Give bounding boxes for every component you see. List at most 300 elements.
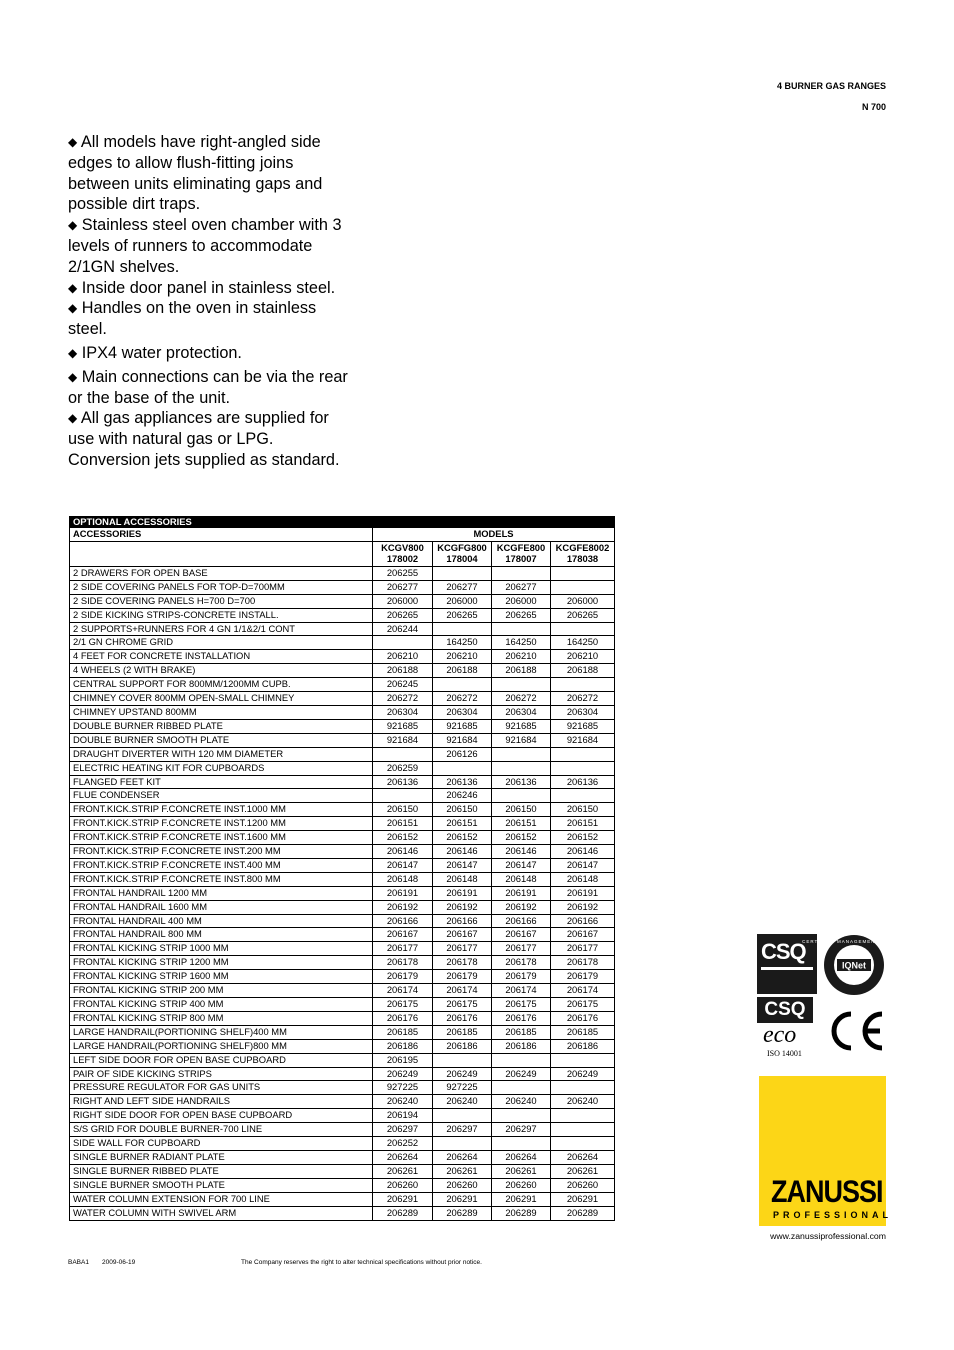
accessory-name: 2 SIDE COVERING PANELS FOR TOP-D=700MM bbox=[70, 580, 373, 594]
feature-list bbox=[68, 132, 348, 471]
brand-logo: ZANUSSI bbox=[771, 1174, 883, 1209]
doc-series: N 700 bbox=[861, 102, 886, 112]
accessory-code bbox=[492, 747, 551, 761]
accessory-name: RIGHT AND LEFT SIDE HANDRAILS bbox=[70, 1095, 373, 1109]
accessory-name: 4 FEET FOR CONCRETE INSTALLATION bbox=[70, 650, 373, 664]
accessory-code: 206289 bbox=[373, 1206, 433, 1220]
accessory-code: 206277 bbox=[373, 580, 433, 594]
table-row bbox=[70, 1067, 615, 1081]
accessory-code: 206245 bbox=[373, 678, 433, 692]
accessory-code: 206192 bbox=[551, 900, 615, 914]
accessory-name: FRONTAL HANDRAIL 800 MM bbox=[70, 928, 373, 942]
accessory-name: ELECTRIC HEATING KIT FOR CUPBOARDS bbox=[70, 761, 373, 775]
accessory-code bbox=[433, 622, 492, 636]
accessory-code: 206304 bbox=[492, 705, 551, 719]
accessory-code: 206148 bbox=[373, 872, 433, 886]
accessory-code: 206264 bbox=[373, 1150, 433, 1164]
accessory-code: 206291 bbox=[373, 1192, 433, 1206]
accessory-code: 927225 bbox=[433, 1081, 492, 1095]
table-row bbox=[70, 1178, 615, 1192]
accessory-code: 206186 bbox=[551, 1039, 615, 1053]
table-row bbox=[70, 886, 615, 900]
accessory-code: 206191 bbox=[433, 886, 492, 900]
feature-item: ◆ Inside door panel in stainless steel. bbox=[68, 278, 336, 297]
accessory-code: 206151 bbox=[433, 817, 492, 831]
accessory-code bbox=[551, 761, 615, 775]
accessory-code: 927225 bbox=[373, 1081, 433, 1095]
accessory-name: PRESSURE REGULATOR FOR GAS UNITS bbox=[70, 1081, 373, 1095]
feature-item: ◆ All models have right-angled side edges to allow flush-fitting joins between units eliminating gaps and possible dirt traps. bbox=[68, 133, 323, 214]
accessory-name: FRONT.KICK.STRIP F.CONCRETE INST.1000 MM bbox=[70, 803, 373, 817]
table-row bbox=[70, 1053, 615, 1067]
accessory-name: DRAUGHT DIVERTER WITH 120 MM DIAMETER bbox=[70, 747, 373, 761]
accessory-code: 206261 bbox=[492, 1164, 551, 1178]
brand-sub: PROFESSIONAL bbox=[773, 1210, 893, 1220]
feature-item: ◆ Handles on the oven in stainless steel. bbox=[68, 299, 317, 339]
accessory-code: 206240 bbox=[492, 1095, 551, 1109]
accessory-code: 164250 bbox=[551, 636, 615, 650]
accessory-code: 206176 bbox=[551, 1011, 615, 1025]
table-row bbox=[70, 984, 615, 998]
accessory-code: 206188 bbox=[373, 664, 433, 678]
accessory-code bbox=[373, 636, 433, 650]
accessory-code: 206136 bbox=[433, 775, 492, 789]
iqnet-logo bbox=[802, 934, 906, 996]
accessory-code: 206178 bbox=[551, 956, 615, 970]
accessory-code: 206291 bbox=[433, 1192, 492, 1206]
accessory-code: 206191 bbox=[492, 886, 551, 900]
accessory-code: 206152 bbox=[551, 831, 615, 845]
accessory-code: 206177 bbox=[373, 942, 433, 956]
accessory-code bbox=[373, 747, 433, 761]
accessory-name: SINGLE BURNER RIBBED PLATE bbox=[70, 1164, 373, 1178]
table-row bbox=[70, 900, 615, 914]
table-row bbox=[70, 858, 615, 872]
table-row bbox=[70, 566, 615, 580]
bullet-icon: ◆ bbox=[68, 411, 78, 426]
accessory-code: 206166 bbox=[373, 914, 433, 928]
feature-item: ◆ Stainless steel oven chamber with 3 levels of runners to accommodate 2/1GN shelves. bbox=[68, 216, 342, 276]
accessory-name: FRONTAL KICKING STRIP 200 MM bbox=[70, 984, 373, 998]
accessory-code: 206174 bbox=[373, 984, 433, 998]
accessory-code: 206188 bbox=[551, 664, 615, 678]
accessory-code: 206146 bbox=[373, 845, 433, 859]
accessory-name: FRONT.KICK.STRIP F.CONCRETE INST.1200 MM bbox=[70, 817, 373, 831]
table-title: OPTIONAL ACCESSORIES bbox=[70, 517, 615, 528]
table-row bbox=[70, 733, 615, 747]
accessory-code: 206152 bbox=[373, 831, 433, 845]
accessory-code: 206147 bbox=[492, 858, 551, 872]
accessory-code: 206178 bbox=[433, 956, 492, 970]
accessory-code: 206148 bbox=[551, 872, 615, 886]
accessory-code bbox=[492, 1081, 551, 1095]
accessory-code: 206146 bbox=[551, 845, 615, 859]
accessory-code: 206249 bbox=[492, 1067, 551, 1081]
accessory-code: 921684 bbox=[551, 733, 615, 747]
accessory-code: 206185 bbox=[433, 1025, 492, 1039]
accessory-code bbox=[551, 1109, 615, 1123]
accessory-name: WATER COLUMN EXTENSION FOR 700 LINE bbox=[70, 1192, 373, 1206]
accessory-name: FLANGED FEET KIT bbox=[70, 775, 373, 789]
accessory-code: 206261 bbox=[551, 1164, 615, 1178]
blank-header bbox=[70, 541, 373, 566]
accessory-code: 206185 bbox=[492, 1025, 551, 1039]
accessory-code bbox=[433, 761, 492, 775]
accessory-code bbox=[551, 622, 615, 636]
table-row bbox=[70, 998, 615, 1012]
accessory-name: LARGE HANDRAIL(PORTIONING SHELF)400 MM bbox=[70, 1025, 373, 1039]
table-row bbox=[70, 1025, 615, 1039]
accessory-code: 206289 bbox=[551, 1206, 615, 1220]
accessory-code: 206178 bbox=[373, 956, 433, 970]
website-link[interactable]: www.zanussiprofessional.com bbox=[770, 1231, 886, 1241]
accessory-code: 206167 bbox=[373, 928, 433, 942]
table-row bbox=[70, 970, 615, 984]
accessory-code bbox=[551, 580, 615, 594]
accessory-code: 206260 bbox=[373, 1178, 433, 1192]
accessory-code: 206179 bbox=[373, 970, 433, 984]
table-row bbox=[70, 1206, 615, 1220]
accessory-code: 206240 bbox=[433, 1095, 492, 1109]
accessory-code: 206147 bbox=[433, 858, 492, 872]
accessory-name: FRONTAL HANDRAIL 400 MM bbox=[70, 914, 373, 928]
accessory-code: 206148 bbox=[492, 872, 551, 886]
accessory-code: 206146 bbox=[433, 845, 492, 859]
accessory-code bbox=[551, 1137, 615, 1151]
accessory-code: 206297 bbox=[433, 1123, 492, 1137]
accessory-name: SINGLE BURNER SMOOTH PLATE bbox=[70, 1178, 373, 1192]
col-models-header: MODELS bbox=[373, 528, 615, 542]
table-row bbox=[70, 761, 615, 775]
accessory-code: 921685 bbox=[373, 719, 433, 733]
accessory-code: 206192 bbox=[492, 900, 551, 914]
accessory-code: 921685 bbox=[492, 719, 551, 733]
accessory-code: 206150 bbox=[373, 803, 433, 817]
accessory-code: 206177 bbox=[492, 942, 551, 956]
svg-text:CERTIFIED MANAGEMENT SYSTEM: CERTIFIED MANAGEMENT SYSTEM bbox=[802, 939, 906, 944]
accessory-code: 206259 bbox=[373, 761, 433, 775]
accessory-name: FRONTAL KICKING STRIP 1200 MM bbox=[70, 956, 373, 970]
feature-item: ◆ Main connections can be via the rear or the base of the unit. bbox=[68, 367, 348, 407]
accessory-name: 2 SIDE COVERING PANELS H=700 D=700 bbox=[70, 594, 373, 608]
accessory-code bbox=[492, 566, 551, 580]
accessory-code bbox=[492, 789, 551, 803]
accessory-code: 206147 bbox=[551, 858, 615, 872]
table-row bbox=[70, 872, 615, 886]
accessory-code: 206264 bbox=[551, 1150, 615, 1164]
table-row bbox=[70, 1109, 615, 1123]
feature-item: ◆ All gas appliances are supplied for use with natural gas or LPG. Conversion jets supplied as standard. bbox=[68, 409, 340, 469]
accessory-code bbox=[433, 566, 492, 580]
accessory-code: 206000 bbox=[492, 594, 551, 608]
accessory-code: 206272 bbox=[551, 692, 615, 706]
accessory-code: 206179 bbox=[433, 970, 492, 984]
accessory-code: 206291 bbox=[551, 1192, 615, 1206]
table-row bbox=[70, 1137, 615, 1151]
accessory-code: 164250 bbox=[433, 636, 492, 650]
accessory-code: 921685 bbox=[551, 719, 615, 733]
accessory-code bbox=[551, 678, 615, 692]
accessory-code: 206167 bbox=[492, 928, 551, 942]
accessory-code: 206272 bbox=[492, 692, 551, 706]
accessory-code: 206176 bbox=[433, 1011, 492, 1025]
table-row bbox=[70, 1123, 615, 1137]
accessory-code: 206167 bbox=[433, 928, 492, 942]
table-row bbox=[70, 817, 615, 831]
accessory-name: LEFT SIDE DOOR FOR OPEN BASE CUPBOARD bbox=[70, 1053, 373, 1067]
accessory-code: 206136 bbox=[551, 775, 615, 789]
accessory-code bbox=[433, 1053, 492, 1067]
accessory-code: 206174 bbox=[433, 984, 492, 998]
accessory-code: 206175 bbox=[433, 998, 492, 1012]
accessory-code: 206265 bbox=[433, 608, 492, 622]
table-row bbox=[70, 1011, 615, 1025]
accessory-code bbox=[551, 747, 615, 761]
accessory-code: 206244 bbox=[373, 622, 433, 636]
accessories-table bbox=[69, 516, 615, 1221]
footer-notice: The Company reserves the right to alter technical specifications without prior notice. bbox=[241, 1259, 482, 1266]
table-row bbox=[70, 650, 615, 664]
accessory-code: 206240 bbox=[373, 1095, 433, 1109]
accessory-code: 206194 bbox=[373, 1109, 433, 1123]
iso-label: ISO 14001 bbox=[767, 1049, 802, 1058]
accessory-code bbox=[433, 1109, 492, 1123]
table-row bbox=[70, 956, 615, 970]
accessory-code: 206000 bbox=[551, 594, 615, 608]
table-row bbox=[70, 636, 615, 650]
accessory-code bbox=[492, 622, 551, 636]
accessory-code: 206297 bbox=[373, 1123, 433, 1137]
table-row bbox=[70, 608, 615, 622]
accessory-code: 206151 bbox=[551, 817, 615, 831]
accessory-code: 206210 bbox=[433, 650, 492, 664]
accessory-code: 206261 bbox=[373, 1164, 433, 1178]
accessory-code: 206210 bbox=[551, 650, 615, 664]
accessory-code bbox=[433, 678, 492, 692]
accessory-code: 206261 bbox=[433, 1164, 492, 1178]
accessory-name: RIGHT SIDE DOOR FOR OPEN BASE CUPBOARD bbox=[70, 1109, 373, 1123]
table-row bbox=[70, 803, 615, 817]
csq-eco-logo: CSQ bbox=[757, 997, 813, 1023]
accessory-code: 206192 bbox=[433, 900, 492, 914]
accessory-code: 206151 bbox=[492, 817, 551, 831]
accessory-code: 206186 bbox=[492, 1039, 551, 1053]
svg-text:IQNet: IQNet bbox=[841, 960, 867, 971]
table-row bbox=[70, 692, 615, 706]
table-row bbox=[70, 1150, 615, 1164]
accessory-code: 206195 bbox=[373, 1053, 433, 1067]
accessory-code: 206000 bbox=[373, 594, 433, 608]
accessory-code: 206265 bbox=[492, 608, 551, 622]
accessory-code: 206260 bbox=[433, 1178, 492, 1192]
accessory-code: 206188 bbox=[433, 664, 492, 678]
ce-mark-icon bbox=[825, 1010, 887, 1052]
accessory-code: 921684 bbox=[433, 733, 492, 747]
accessory-code: 206272 bbox=[373, 692, 433, 706]
accessory-code: 206249 bbox=[433, 1067, 492, 1081]
accessory-code: 206260 bbox=[492, 1178, 551, 1192]
footer-date: 2009-06-19 bbox=[102, 1259, 136, 1266]
accessory-code bbox=[492, 1137, 551, 1151]
accessory-code bbox=[551, 566, 615, 580]
table-row bbox=[70, 664, 615, 678]
table-row bbox=[70, 747, 615, 761]
accessory-code bbox=[492, 678, 551, 692]
table-row bbox=[70, 1039, 615, 1053]
accessory-name: 2 SIDE KICKING STRIPS-CONCRETE INSTALL. bbox=[70, 608, 373, 622]
accessory-code: 206264 bbox=[492, 1150, 551, 1164]
accessory-code: 206150 bbox=[492, 803, 551, 817]
table-row bbox=[70, 1164, 615, 1178]
accessory-code: 206147 bbox=[373, 858, 433, 872]
accessories-rows bbox=[70, 566, 615, 1220]
accessory-code: 206265 bbox=[373, 608, 433, 622]
accessory-code: 921684 bbox=[373, 733, 433, 747]
accessory-code: 206240 bbox=[551, 1095, 615, 1109]
accessory-code: 206166 bbox=[551, 914, 615, 928]
bullet-icon: ◆ bbox=[68, 218, 78, 233]
brand-box bbox=[759, 1076, 893, 1226]
table-row bbox=[70, 719, 615, 733]
accessory-name: DOUBLE BURNER SMOOTH PLATE bbox=[70, 733, 373, 747]
accessory-name: FRONTAL KICKING STRIP 800 MM bbox=[70, 1011, 373, 1025]
accessory-code: 206152 bbox=[492, 831, 551, 845]
table-row bbox=[70, 914, 615, 928]
accessory-code bbox=[492, 1109, 551, 1123]
accessory-code: 206210 bbox=[373, 650, 433, 664]
table-row bbox=[70, 678, 615, 692]
accessory-code bbox=[551, 1081, 615, 1095]
accessory-name: 2/1 GN CHROME GRID bbox=[70, 636, 373, 650]
accessory-code: 206192 bbox=[373, 900, 433, 914]
accessory-name: FRONT.KICK.STRIP F.CONCRETE INST.200 MM bbox=[70, 845, 373, 859]
accessory-name: 4 WHEELS (2 WITH BRAKE) bbox=[70, 664, 373, 678]
accessory-name: SIDE WALL FOR CUPBOARD bbox=[70, 1137, 373, 1151]
accessory-code: 206185 bbox=[373, 1025, 433, 1039]
accessory-name: CENTRAL SUPPORT FOR 800MM/1200MM CUPB. bbox=[70, 678, 373, 692]
accessory-code: 206150 bbox=[551, 803, 615, 817]
table-row bbox=[70, 942, 615, 956]
table-row bbox=[70, 831, 615, 845]
accessory-code: 206176 bbox=[492, 1011, 551, 1025]
accessory-code bbox=[492, 1053, 551, 1067]
accessory-code: 206277 bbox=[492, 580, 551, 594]
accessory-name: DOUBLE BURNER RIBBED PLATE bbox=[70, 719, 373, 733]
accessory-code: 206249 bbox=[551, 1067, 615, 1081]
accessory-code bbox=[551, 789, 615, 803]
accessory-code: 206176 bbox=[373, 1011, 433, 1025]
accessory-code: 206304 bbox=[433, 705, 492, 719]
table-row bbox=[70, 775, 615, 789]
accessory-code: 206148 bbox=[433, 872, 492, 886]
accessory-code bbox=[551, 1123, 615, 1137]
accessory-code: 206151 bbox=[373, 817, 433, 831]
accessory-name: WATER COLUMN WITH SWIVEL ARM bbox=[70, 1206, 373, 1220]
accessory-code: 206136 bbox=[492, 775, 551, 789]
accessory-code: 206185 bbox=[551, 1025, 615, 1039]
accessory-code: 206178 bbox=[492, 956, 551, 970]
accessory-code: 206146 bbox=[492, 845, 551, 859]
accessory-code bbox=[373, 789, 433, 803]
bullet-icon: ◆ bbox=[68, 301, 78, 316]
table-row bbox=[70, 845, 615, 859]
accessory-name: S/S GRID FOR DOUBLE BURNER-700 LINE bbox=[70, 1123, 373, 1137]
accessory-name: 2 SUPPORTS+RUNNERS FOR 4 GN 1/1&2/1 CONT bbox=[70, 622, 373, 636]
accessory-code: 206177 bbox=[433, 942, 492, 956]
accessory-code: 206150 bbox=[433, 803, 492, 817]
accessory-code: 164250 bbox=[492, 636, 551, 650]
col-accessories-header: ACCESSORIES bbox=[70, 528, 373, 542]
accessory-code: 921685 bbox=[433, 719, 492, 733]
certification-logos bbox=[757, 934, 906, 1059]
table-row bbox=[70, 705, 615, 719]
accessory-code bbox=[433, 1137, 492, 1151]
accessory-name: FRONTAL HANDRAIL 1600 MM bbox=[70, 900, 373, 914]
table-row bbox=[70, 594, 615, 608]
accessory-name: FRONTAL KICKING STRIP 1000 MM bbox=[70, 942, 373, 956]
footer-code: BABA1 bbox=[68, 1259, 89, 1266]
model-header: KCGFE8002 178038 bbox=[551, 541, 615, 566]
accessory-code: 206246 bbox=[433, 789, 492, 803]
model-header: KCGFG800 178004 bbox=[433, 541, 492, 566]
bullet-icon: ◆ bbox=[68, 135, 78, 149]
accessory-code: 206136 bbox=[373, 775, 433, 789]
doc-category: 4 BURNER GAS RANGES bbox=[776, 81, 886, 91]
accessory-name: FRONTAL KICKING STRIP 400 MM bbox=[70, 998, 373, 1012]
accessory-code: 206277 bbox=[433, 580, 492, 594]
accessory-code: 206188 bbox=[492, 664, 551, 678]
accessory-code: 206126 bbox=[433, 747, 492, 761]
accessory-code: 206179 bbox=[492, 970, 551, 984]
accessory-code: 206186 bbox=[373, 1039, 433, 1053]
accessory-code: 206174 bbox=[492, 984, 551, 998]
accessory-code: 206167 bbox=[551, 928, 615, 942]
accessory-name: FRONTAL HANDRAIL 1200 MM bbox=[70, 886, 373, 900]
accessory-code: 206210 bbox=[492, 650, 551, 664]
accessory-code: 206265 bbox=[551, 608, 615, 622]
feature-item: ◆ IPX4 water protection. bbox=[68, 343, 242, 362]
accessory-code: 206175 bbox=[373, 998, 433, 1012]
accessory-code: 206175 bbox=[492, 998, 551, 1012]
eco-mark: eco bbox=[763, 1022, 797, 1048]
accessory-code: 206177 bbox=[551, 942, 615, 956]
accessory-name: PAIR OF SIDE KICKING STRIPS bbox=[70, 1067, 373, 1081]
accessory-code: 206191 bbox=[373, 886, 433, 900]
accessory-code: 206289 bbox=[433, 1206, 492, 1220]
bullet-icon: ◆ bbox=[68, 345, 78, 360]
accessory-name: FRONTAL KICKING STRIP 1600 MM bbox=[70, 970, 373, 984]
accessory-code: 206291 bbox=[492, 1192, 551, 1206]
accessory-code: 206152 bbox=[433, 831, 492, 845]
accessory-name: CHIMNEY COVER 800MM OPEN-SMALL CHIMNEY bbox=[70, 692, 373, 706]
accessory-code: 206186 bbox=[433, 1039, 492, 1053]
accessory-code: 206166 bbox=[433, 914, 492, 928]
accessory-code: 206166 bbox=[492, 914, 551, 928]
accessory-name: FRONT.KICK.STRIP F.CONCRETE INST.800 MM bbox=[70, 872, 373, 886]
accessory-code: 206000 bbox=[433, 594, 492, 608]
csq-logo: CSQ bbox=[757, 934, 817, 994]
accessory-code: 206297 bbox=[492, 1123, 551, 1137]
model-header: KCGV800 178002 bbox=[373, 541, 433, 566]
accessory-code: 206272 bbox=[433, 692, 492, 706]
accessory-code: 206249 bbox=[373, 1067, 433, 1081]
accessory-code: 206175 bbox=[551, 998, 615, 1012]
accessory-name: 2 DRAWERS FOR OPEN BASE bbox=[70, 566, 373, 580]
table-row bbox=[70, 580, 615, 594]
accessory-code: 206255 bbox=[373, 566, 433, 580]
accessory-code: 206179 bbox=[551, 970, 615, 984]
accessory-code: 206252 bbox=[373, 1137, 433, 1151]
